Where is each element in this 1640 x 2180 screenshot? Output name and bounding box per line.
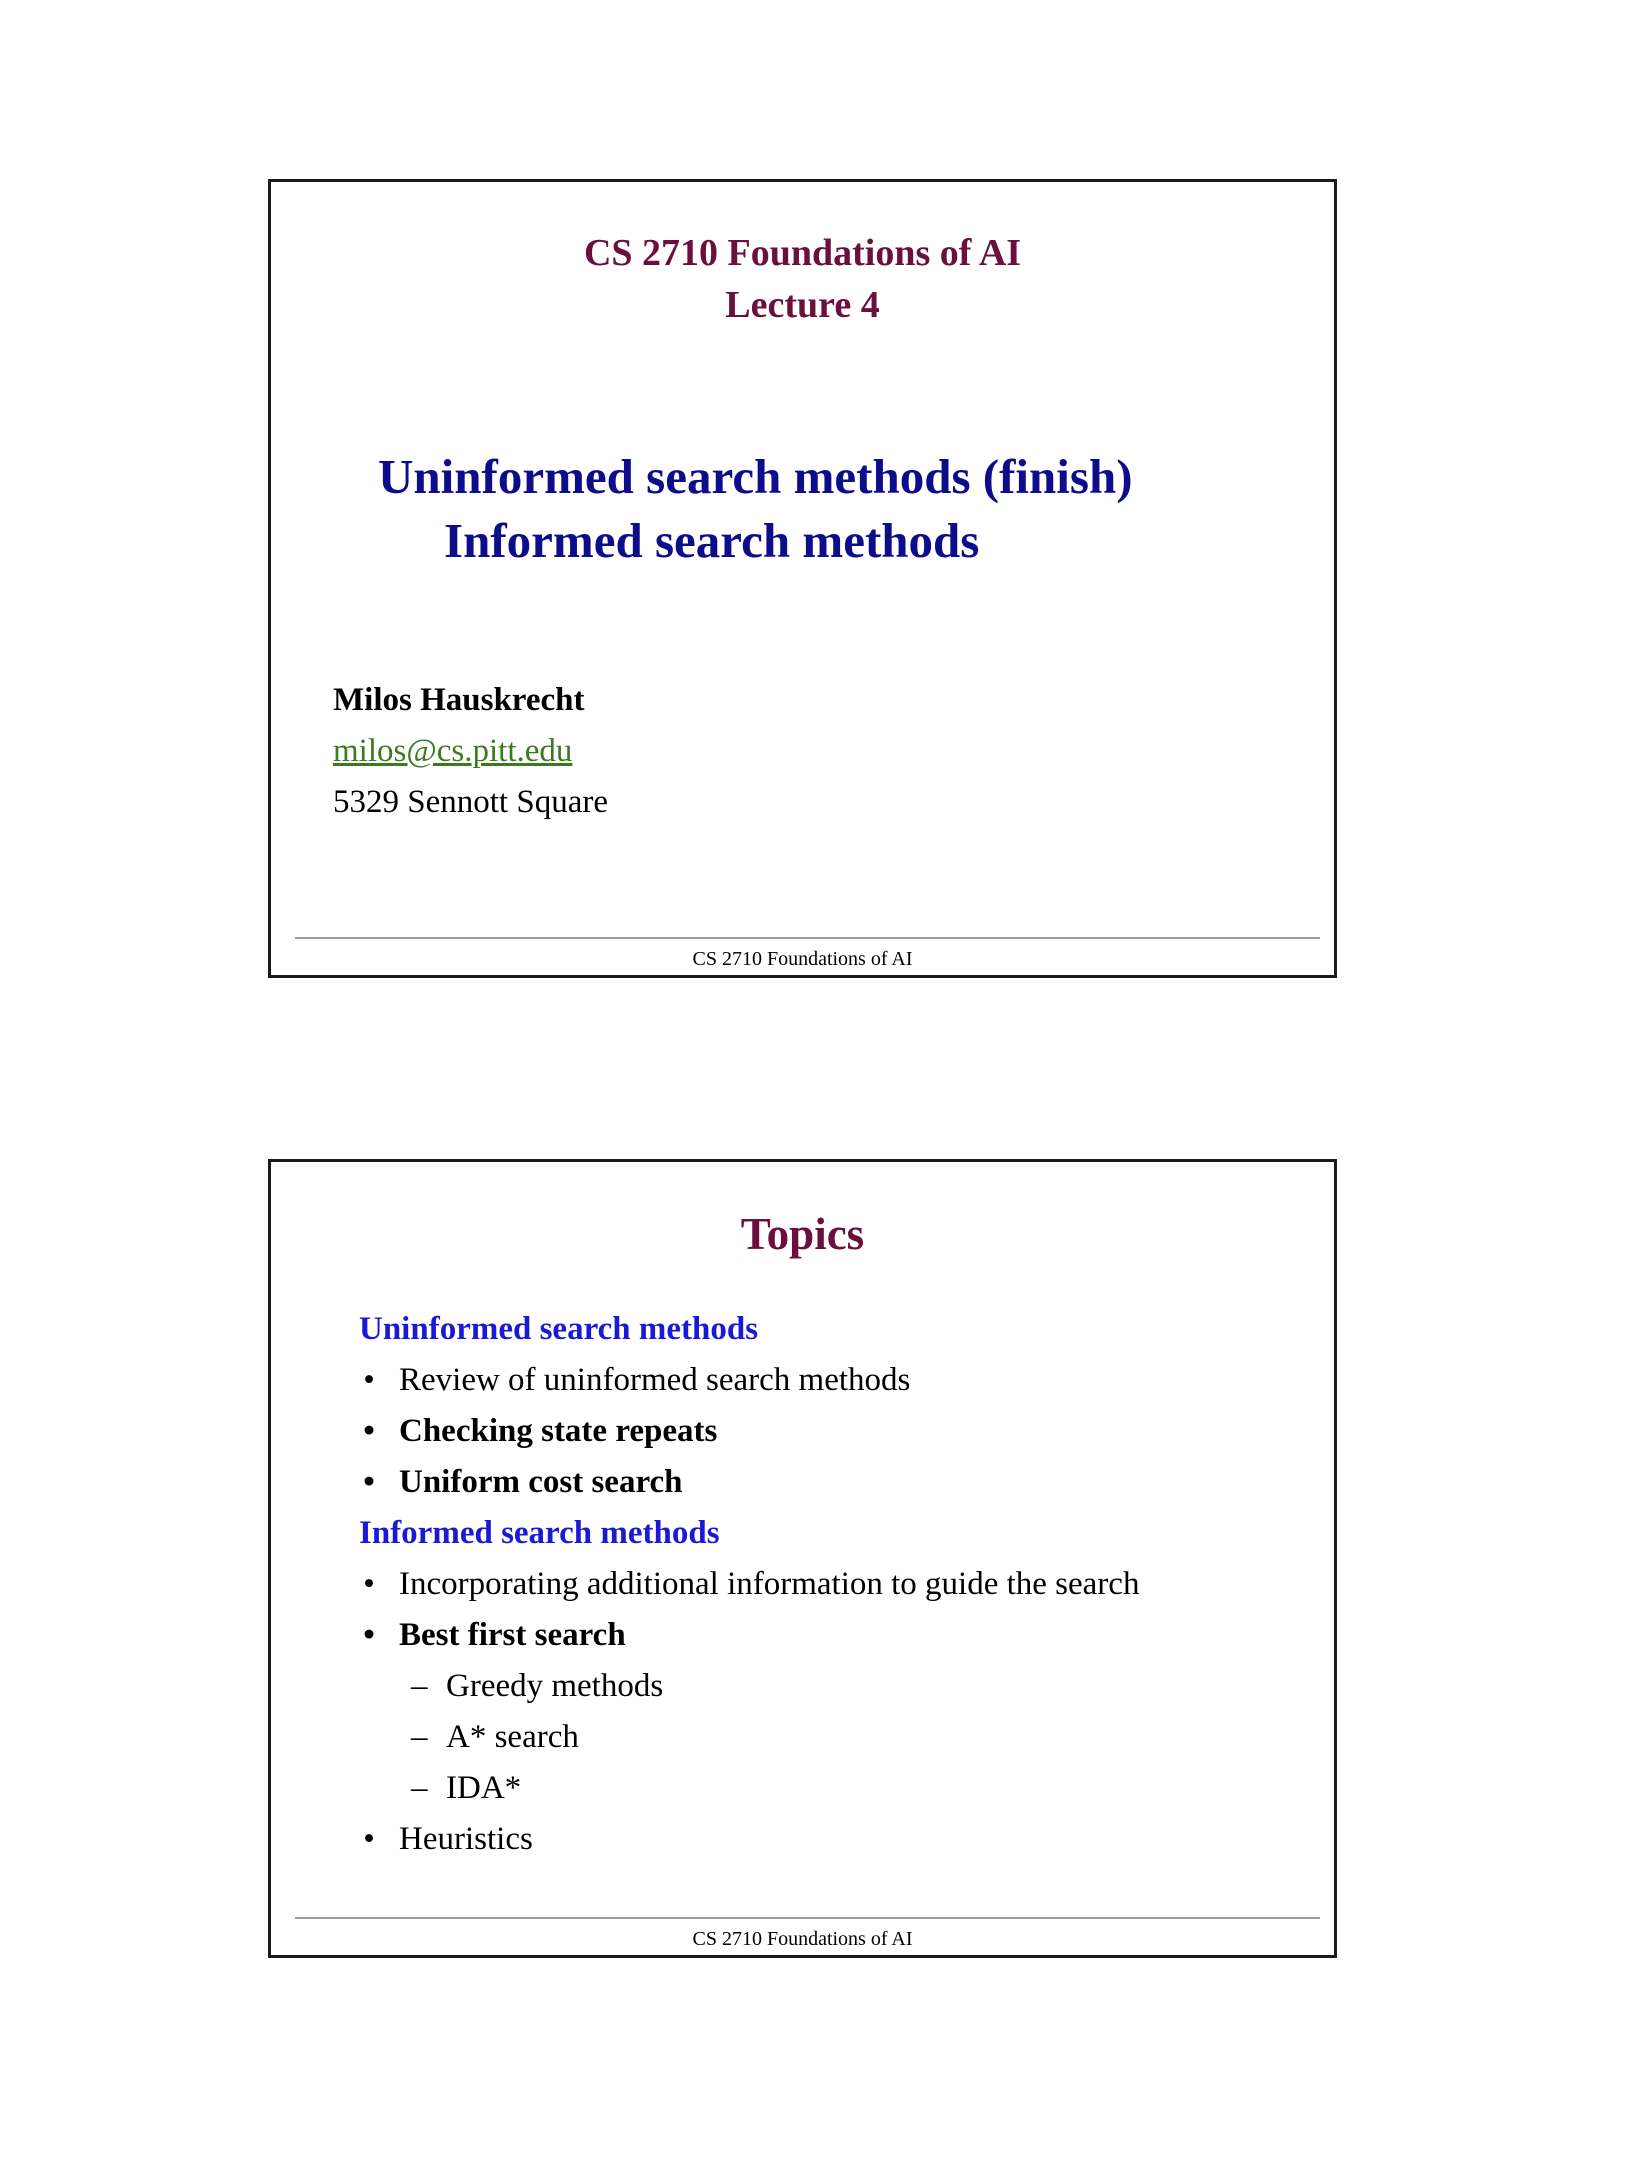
- slide-topics: [268, 1159, 1337, 1958]
- course-title: [271, 227, 1334, 331]
- dash-icon: –: [411, 1719, 428, 1755]
- bullet-icon: •: [363, 1821, 375, 1857]
- course-name: CS 2710 Foundations of AI: [583, 232, 1022, 274]
- slide-footer: CS 2710 Foundations of AI: [692, 1928, 913, 1950]
- bullet-icon: •: [363, 1566, 375, 1602]
- topics-list: [359, 1304, 1139, 1865]
- list-item: [359, 1814, 1139, 1865]
- list-item: [359, 1610, 1139, 1661]
- author-office: 5329 Sennott Square: [333, 784, 608, 820]
- list-item: [359, 1559, 1139, 1610]
- slide-title: [268, 179, 1337, 978]
- dash-icon: –: [411, 1668, 428, 1704]
- author-name: Milos Hauskrecht: [333, 682, 585, 718]
- footer-divider: [295, 937, 1320, 939]
- list-item-text: Checking state repeats: [399, 1413, 718, 1449]
- lecture-title-line-2: Informed search methods: [444, 513, 980, 568]
- lecture-title: [271, 445, 1334, 573]
- list-item-text: Best first search: [399, 1617, 626, 1653]
- list-item-text: Incorporating additional information to guide the search: [399, 1566, 1140, 1602]
- list-item: [359, 1406, 1139, 1457]
- sub-list-item: [359, 1712, 1139, 1763]
- bullet-icon: •: [363, 1413, 375, 1449]
- section-heading-uninformed: Uninformed search methods: [359, 1311, 759, 1347]
- bullet-icon: •: [363, 1362, 375, 1398]
- sub-list-item-text: Greedy methods: [446, 1668, 664, 1704]
- sub-list-item: [359, 1763, 1139, 1814]
- bullet-icon: •: [363, 1464, 375, 1500]
- bullet-icon: •: [363, 1617, 375, 1653]
- dash-icon: –: [411, 1770, 428, 1806]
- footer-divider: [295, 1917, 1320, 1919]
- lecture-number: Lecture 4: [725, 284, 880, 326]
- section-heading-informed: Informed search methods: [359, 1515, 720, 1551]
- sub-list-item-text: IDA*: [446, 1770, 522, 1806]
- sub-list-item: [359, 1661, 1139, 1712]
- sub-list-item-text: A* search: [446, 1719, 579, 1755]
- list-item: [359, 1457, 1139, 1508]
- slide-footer: CS 2710 Foundations of AI: [692, 948, 913, 970]
- lecture-title-line-1: Uninformed search methods (finish): [378, 449, 1133, 504]
- list-item-text: Heuristics: [399, 1821, 533, 1857]
- list-item-text: Review of uninformed search methods: [399, 1362, 911, 1398]
- list-item: [359, 1355, 1139, 1406]
- list-item-text: Uniform cost search: [399, 1464, 683, 1500]
- slide-heading: Topics: [740, 1209, 865, 1259]
- author-block: [333, 675, 608, 828]
- author-email-link[interactable]: milos@cs.pitt.edu: [333, 733, 573, 769]
